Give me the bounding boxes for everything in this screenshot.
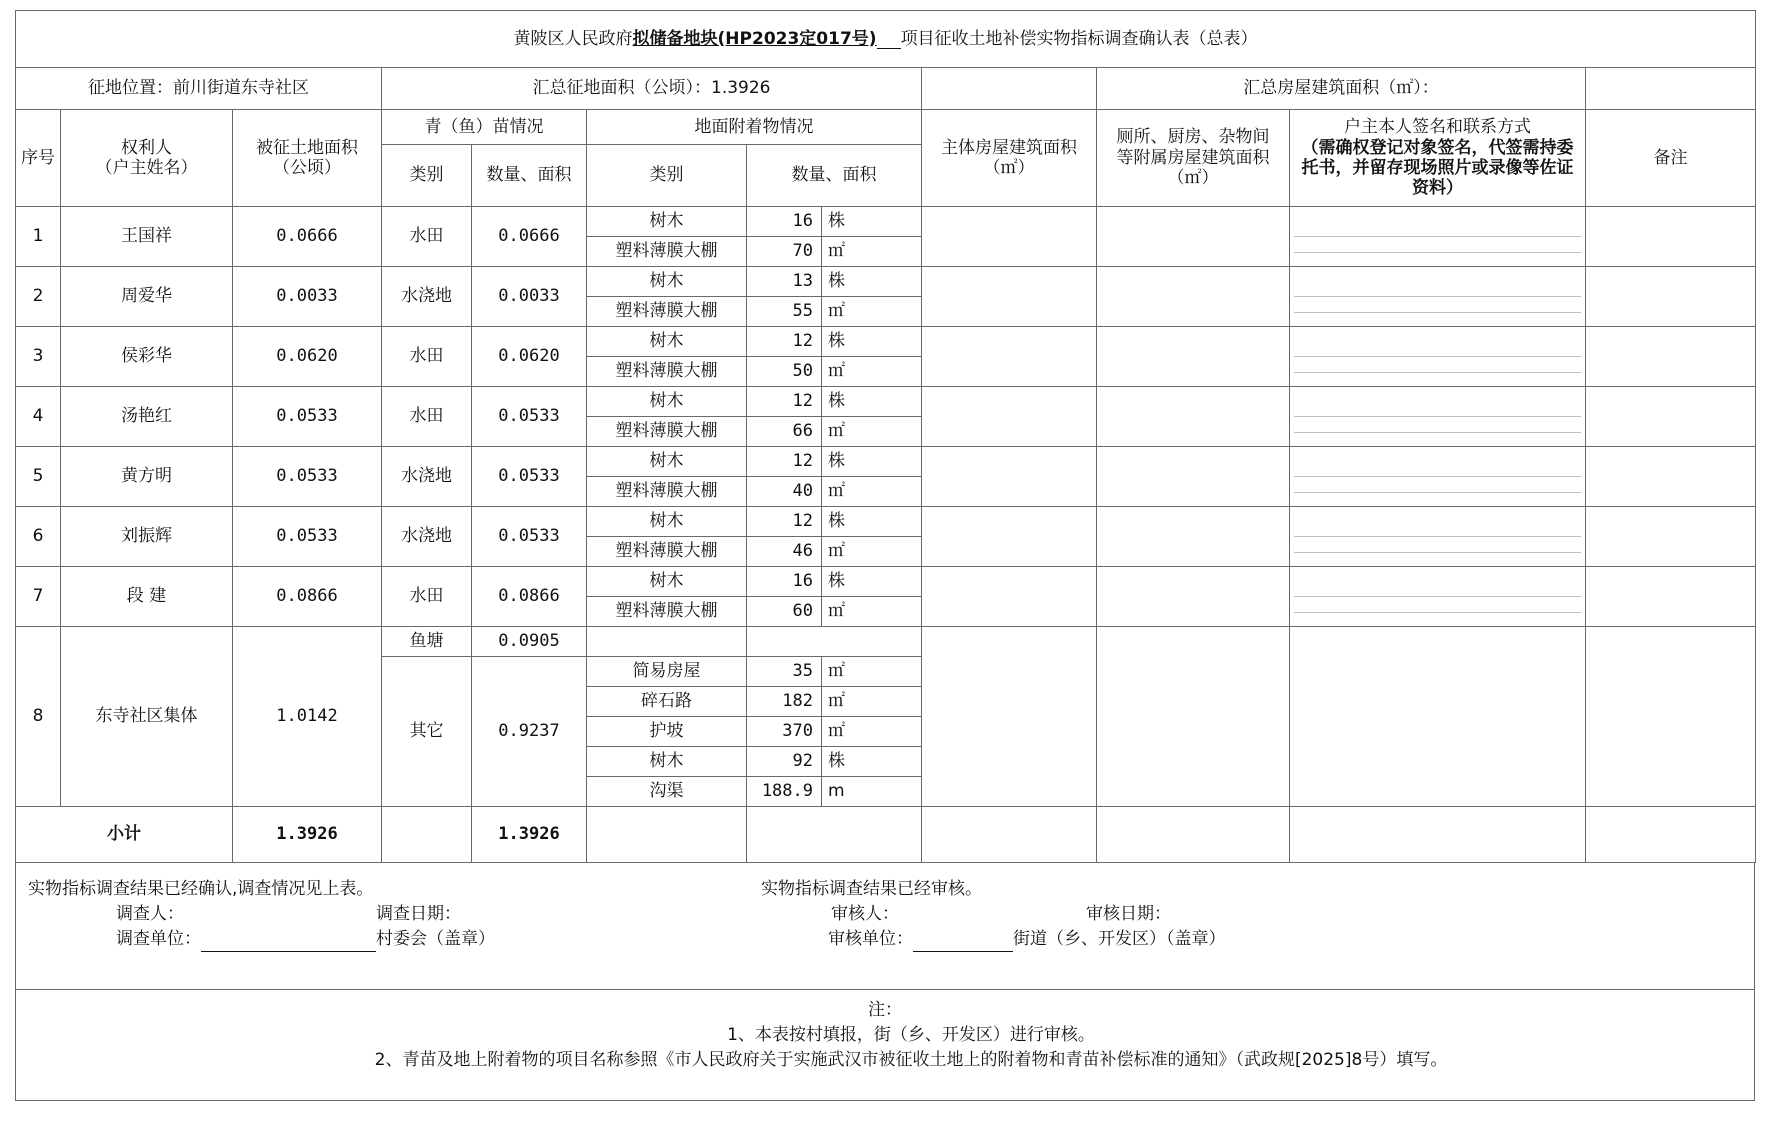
row-seq: 6 bbox=[16, 507, 61, 567]
header-owner: 权利人 （户主姓名） bbox=[61, 110, 233, 207]
row-aux-building[interactable] bbox=[1097, 387, 1290, 447]
contact-line bbox=[1294, 597, 1581, 613]
row-land-area: 0.0533 bbox=[233, 507, 382, 567]
row-signature[interactable] bbox=[1290, 207, 1586, 267]
table-row bbox=[16, 327, 1756, 357]
row-main-building[interactable] bbox=[922, 387, 1097, 447]
row8-crop2-type: 其它 bbox=[382, 657, 472, 807]
investigate-date-label: 调查日期： bbox=[376, 904, 461, 924]
row-crop-qty: 0.0866 bbox=[472, 567, 587, 627]
row-attach-type: 护坡 bbox=[587, 717, 747, 747]
row-aux-building[interactable] bbox=[1097, 267, 1290, 327]
footer-table bbox=[15, 863, 1755, 1101]
signature-line bbox=[1294, 581, 1581, 597]
subtotal-main-building bbox=[922, 807, 1097, 863]
row-attach-type: 塑料薄膜大棚 bbox=[587, 297, 747, 327]
row-crop-qty: 0.0033 bbox=[472, 267, 587, 327]
row-attach-type: 碎石路 bbox=[587, 687, 747, 717]
total-building-cell: 汇总房屋建筑面积（㎡）： bbox=[1097, 68, 1586, 110]
village-seal-label: 村委会（盖章） bbox=[376, 929, 495, 949]
header-land-area: 被征土地面积 （公顷） bbox=[233, 110, 382, 207]
header-seq: 序号 bbox=[16, 110, 61, 207]
title-project: 拟储备地块(HP2023定017号) bbox=[632, 28, 877, 49]
row-attach-type: 树木 bbox=[587, 207, 747, 237]
row8-signature[interactable] bbox=[1290, 627, 1586, 807]
header-crop-group: 青（鱼）苗情况 bbox=[382, 110, 587, 145]
signature-line bbox=[1294, 401, 1581, 417]
row-attach-type: 树木 bbox=[587, 747, 747, 777]
row-crop-qty: 0.0666 bbox=[472, 207, 587, 267]
row-attach-type: 塑料薄膜大棚 bbox=[587, 417, 747, 447]
row8-attach-blank bbox=[587, 627, 747, 657]
header-main-building: 主体房屋建筑面积 （㎡） bbox=[922, 110, 1097, 207]
row-remark[interactable] bbox=[1586, 387, 1756, 447]
row-signature[interactable] bbox=[1290, 267, 1586, 327]
row-crop-type: 水田 bbox=[382, 207, 472, 267]
row-crop-type: 水田 bbox=[382, 387, 472, 447]
table-row bbox=[16, 447, 1756, 477]
header-crop-qty: 数量、面积 bbox=[472, 145, 587, 207]
investigate-unit-label: 调查单位： bbox=[116, 929, 201, 949]
auditor-label: 审核人： bbox=[831, 904, 899, 924]
row-crop-type: 水浇地 bbox=[382, 447, 472, 507]
header-remark: 备注 bbox=[1586, 110, 1756, 207]
subtotal-crop-qty: 1.3926 bbox=[472, 807, 587, 863]
investigate-unit-blank[interactable] bbox=[201, 933, 376, 952]
street-seal-label: 街道（乡、开发区）（盖章） bbox=[1013, 929, 1226, 949]
row-seq: 7 bbox=[16, 567, 61, 627]
table-row bbox=[16, 387, 1756, 417]
row-attach-type: 树木 bbox=[587, 267, 747, 297]
row-main-building[interactable] bbox=[922, 327, 1097, 387]
row-attach-qty: 55 bbox=[747, 297, 822, 327]
row-signature[interactable] bbox=[1290, 327, 1586, 387]
row8-remark[interactable] bbox=[1586, 627, 1756, 807]
row-attach-type: 沟渠 bbox=[587, 777, 747, 807]
signature-line bbox=[1294, 221, 1581, 237]
signature-line bbox=[1294, 461, 1581, 477]
row-land-area: 0.0533 bbox=[233, 447, 382, 507]
title-suffix: 项目征收土地补偿实物指标调查确认表（总表） bbox=[900, 28, 1258, 49]
row-attach-unit: ㎡ bbox=[822, 477, 922, 507]
row-remark[interactable] bbox=[1586, 567, 1756, 627]
row-signature[interactable] bbox=[1290, 387, 1586, 447]
row-attach-qty: 12 bbox=[747, 387, 822, 417]
row-attach-unit: ㎡ bbox=[822, 357, 922, 387]
investigator-label: 调查人： bbox=[116, 904, 184, 924]
row8-crop1-qty: 0.0905 bbox=[472, 627, 587, 657]
header-signature: 户主本人签名和联系方式 （需确权登记对象签名，代签需持委托书，并留存现场照片或录像等佐证资料） bbox=[1290, 110, 1586, 207]
row-crop-type: 水浇地 bbox=[382, 267, 472, 327]
row-attach-qty: 188.9 bbox=[747, 777, 822, 807]
total-area-cell: 汇总征地面积（公顷）：1.3926 bbox=[382, 68, 922, 110]
row-seq: 3 bbox=[16, 327, 61, 387]
row-main-building[interactable] bbox=[922, 567, 1097, 627]
row8-owner: 东寺社区集体 bbox=[61, 627, 233, 807]
header-attach-group: 地面附着物情况 bbox=[587, 110, 922, 145]
row-attach-unit: ㎡ bbox=[822, 687, 922, 717]
contact-line bbox=[1294, 357, 1581, 373]
row-attach-type: 树木 bbox=[587, 567, 747, 597]
left-confirm-text: 实物指标调查结果已经确认,调查情况见上表。 bbox=[28, 879, 374, 899]
title-prefix: 黄陂区人民政府 bbox=[513, 28, 633, 49]
audit-unit-blank[interactable] bbox=[913, 933, 1013, 952]
row-attach-unit: ㎡ bbox=[822, 297, 922, 327]
row-attach-qty: 370 bbox=[747, 717, 822, 747]
row-attach-qty: 46 bbox=[747, 537, 822, 567]
audit-date-label: 审核日期： bbox=[1086, 904, 1171, 924]
row-aux-building[interactable] bbox=[1097, 327, 1290, 387]
row-attach-unit: ㎡ bbox=[822, 417, 922, 447]
contact-line bbox=[1294, 537, 1581, 553]
row-main-building[interactable] bbox=[922, 447, 1097, 507]
contact-line bbox=[1294, 417, 1581, 433]
note-2: 2、青苗及地上附着物的项目名称参照《市人民政府关于实施武汉市被征收土地上的附着物和青苗补偿标准的通知》（武政规[2025]8号）填写。 bbox=[374, 1050, 1448, 1070]
row-attach-qty: 60 bbox=[747, 597, 822, 627]
header-attach-qty: 数量、面积 bbox=[747, 145, 922, 207]
row-attach-type: 树木 bbox=[587, 327, 747, 357]
row-land-area: 0.0866 bbox=[233, 567, 382, 627]
row-attach-qty: 12 bbox=[747, 327, 822, 357]
row-attach-type: 塑料薄膜大棚 bbox=[587, 357, 747, 387]
row-attach-unit: 株 bbox=[822, 267, 922, 297]
row-owner: 汤艳红 bbox=[61, 387, 233, 447]
row-crop-qty: 0.0533 bbox=[472, 447, 587, 507]
row-main-building[interactable] bbox=[922, 507, 1097, 567]
row-attach-unit: 株 bbox=[822, 507, 922, 537]
row-seq: 2 bbox=[16, 267, 61, 327]
row-signature[interactable] bbox=[1290, 567, 1586, 627]
row-remark[interactable] bbox=[1586, 327, 1756, 387]
row-attach-qty: 35 bbox=[747, 657, 822, 687]
row-crop-type: 水浇地 bbox=[382, 507, 472, 567]
notes-label: 注： bbox=[868, 1000, 902, 1020]
subtotal-aux-building bbox=[1097, 807, 1290, 863]
row-crop-qty: 0.0533 bbox=[472, 387, 587, 447]
row-seq: 5 bbox=[16, 447, 61, 507]
row-attach-qty: 92 bbox=[747, 747, 822, 777]
subtotal-crop-type bbox=[382, 807, 472, 863]
row-attach-unit: ㎡ bbox=[822, 537, 922, 567]
row-attach-type: 树木 bbox=[587, 447, 747, 477]
row-attach-unit: 株 bbox=[822, 207, 922, 237]
header-crop-type: 类别 bbox=[382, 145, 472, 207]
row-owner: 刘振辉 bbox=[61, 507, 233, 567]
row8-attach-blank-qty bbox=[747, 627, 922, 657]
row-attach-unit: 株 bbox=[822, 327, 922, 357]
table-row bbox=[16, 207, 1756, 237]
row-owner: 侯彩华 bbox=[61, 327, 233, 387]
row-aux-building[interactable] bbox=[1097, 207, 1290, 267]
contact-line bbox=[1294, 297, 1581, 313]
signature-line bbox=[1294, 521, 1581, 537]
row-attach-qty: 16 bbox=[747, 567, 822, 597]
row-attach-qty: 13 bbox=[747, 267, 822, 297]
table-row bbox=[16, 267, 1756, 297]
row-attach-qty: 12 bbox=[747, 507, 822, 537]
row-attach-qty: 16 bbox=[747, 207, 822, 237]
row-main-building[interactable] bbox=[922, 267, 1097, 327]
row8-crop2-qty: 0.9237 bbox=[472, 657, 587, 807]
subtotal-row bbox=[16, 807, 1756, 863]
row-main-building[interactable] bbox=[922, 207, 1097, 267]
table-title bbox=[16, 11, 1756, 68]
audit-unit-label: 审核单位： bbox=[828, 929, 913, 949]
row-attach-type: 塑料薄膜大棚 bbox=[587, 237, 747, 267]
row-signature[interactable] bbox=[1290, 447, 1586, 507]
row-crop-qty: 0.0533 bbox=[472, 507, 587, 567]
row8-seq: 8 bbox=[16, 627, 61, 807]
row-signature[interactable] bbox=[1290, 507, 1586, 567]
row-attach-unit: ㎡ bbox=[822, 717, 922, 747]
row-attach-type: 塑料薄膜大棚 bbox=[587, 477, 747, 507]
audit-unit-row bbox=[828, 927, 1226, 952]
row-attach-type: 树木 bbox=[587, 387, 747, 417]
signature-line bbox=[1294, 341, 1581, 357]
row-owner: 周爱华 bbox=[61, 267, 233, 327]
row-attach-qty: 66 bbox=[747, 417, 822, 447]
row-attach-unit: 株 bbox=[822, 447, 922, 477]
row-land-area: 0.0666 bbox=[233, 207, 382, 267]
info-blank-cell-2 bbox=[1586, 68, 1756, 110]
row-attach-qty: 12 bbox=[747, 447, 822, 477]
row-attach-qty: 40 bbox=[747, 477, 822, 507]
row-attach-type: 树木 bbox=[587, 507, 747, 537]
header-aux-building: 厕所、厨房、杂物间 等附属房屋建筑面积 （㎡） bbox=[1097, 110, 1290, 207]
row8-land-area: 1.0142 bbox=[233, 627, 382, 807]
row-attach-qty: 50 bbox=[747, 357, 822, 387]
row-remark[interactable] bbox=[1586, 447, 1756, 507]
row-attach-unit: 株 bbox=[822, 387, 922, 417]
subtotal-attach-qty bbox=[747, 807, 922, 863]
row-aux-building[interactable] bbox=[1097, 507, 1290, 567]
survey-sheet bbox=[15, 10, 1755, 1101]
info-blank-cell bbox=[922, 68, 1097, 110]
table-row bbox=[16, 507, 1756, 537]
row-owner: 黄方明 bbox=[61, 447, 233, 507]
row-attach-type: 塑料薄膜大棚 bbox=[587, 597, 747, 627]
table-row bbox=[16, 567, 1756, 597]
row-attach-unit: ㎡ bbox=[822, 237, 922, 267]
signature-line bbox=[1294, 281, 1581, 297]
row-land-area: 0.0620 bbox=[233, 327, 382, 387]
row-attach-type: 塑料薄膜大棚 bbox=[587, 537, 747, 567]
subtotal-label: 小计 bbox=[16, 807, 233, 863]
row8-crop1-type: 鱼塘 bbox=[382, 627, 472, 657]
right-confirm-text: 实物指标调查结果已经审核。 bbox=[761, 879, 982, 899]
row-crop-type: 水田 bbox=[382, 567, 472, 627]
header-attach-type: 类别 bbox=[587, 145, 747, 207]
row-attach-unit: ㎡ bbox=[822, 597, 922, 627]
row-aux-building[interactable] bbox=[1097, 447, 1290, 507]
row8-aux-building bbox=[1097, 627, 1290, 807]
row-remark[interactable] bbox=[1586, 507, 1756, 567]
row-attach-qty: 182 bbox=[747, 687, 822, 717]
row-attach-unit: 株 bbox=[822, 567, 922, 597]
contact-line bbox=[1294, 477, 1581, 493]
note-1: 1、本表按村填报，街（乡、开发区）进行审核。 bbox=[727, 1025, 1095, 1045]
row-attach-qty: 70 bbox=[747, 237, 822, 267]
subtotal-area: 1.3926 bbox=[233, 807, 382, 863]
row-land-area: 0.0533 bbox=[233, 387, 382, 447]
row-remark[interactable] bbox=[1586, 267, 1756, 327]
investigate-unit-row bbox=[116, 927, 495, 952]
row-owner: 王国祥 bbox=[61, 207, 233, 267]
subtotal-signature bbox=[1290, 807, 1586, 863]
row8-main-building bbox=[922, 627, 1097, 807]
subtotal-attach-type bbox=[587, 807, 747, 863]
row-crop-type: 水田 bbox=[382, 327, 472, 387]
row-seq: 4 bbox=[16, 387, 61, 447]
subtotal-remark bbox=[1586, 807, 1756, 863]
row-aux-building[interactable] bbox=[1097, 567, 1290, 627]
row-attach-unit: 株 bbox=[822, 747, 922, 777]
row-remark[interactable] bbox=[1586, 207, 1756, 267]
location-cell: 征地位置：前川街道东寺社区 bbox=[16, 68, 382, 110]
row-land-area: 0.0033 bbox=[233, 267, 382, 327]
row-attach-unit: m bbox=[822, 777, 922, 807]
row-attach-unit: ㎡ bbox=[822, 657, 922, 687]
row-attach-type: 简易房屋 bbox=[587, 657, 747, 687]
row-owner: 段 建 bbox=[61, 567, 233, 627]
row-seq: 1 bbox=[16, 207, 61, 267]
compensation-table bbox=[15, 10, 1756, 863]
row-crop-qty: 0.0620 bbox=[472, 327, 587, 387]
contact-line bbox=[1294, 237, 1581, 253]
footer-signatures bbox=[16, 863, 1755, 990]
notes-cell bbox=[16, 990, 1755, 1101]
